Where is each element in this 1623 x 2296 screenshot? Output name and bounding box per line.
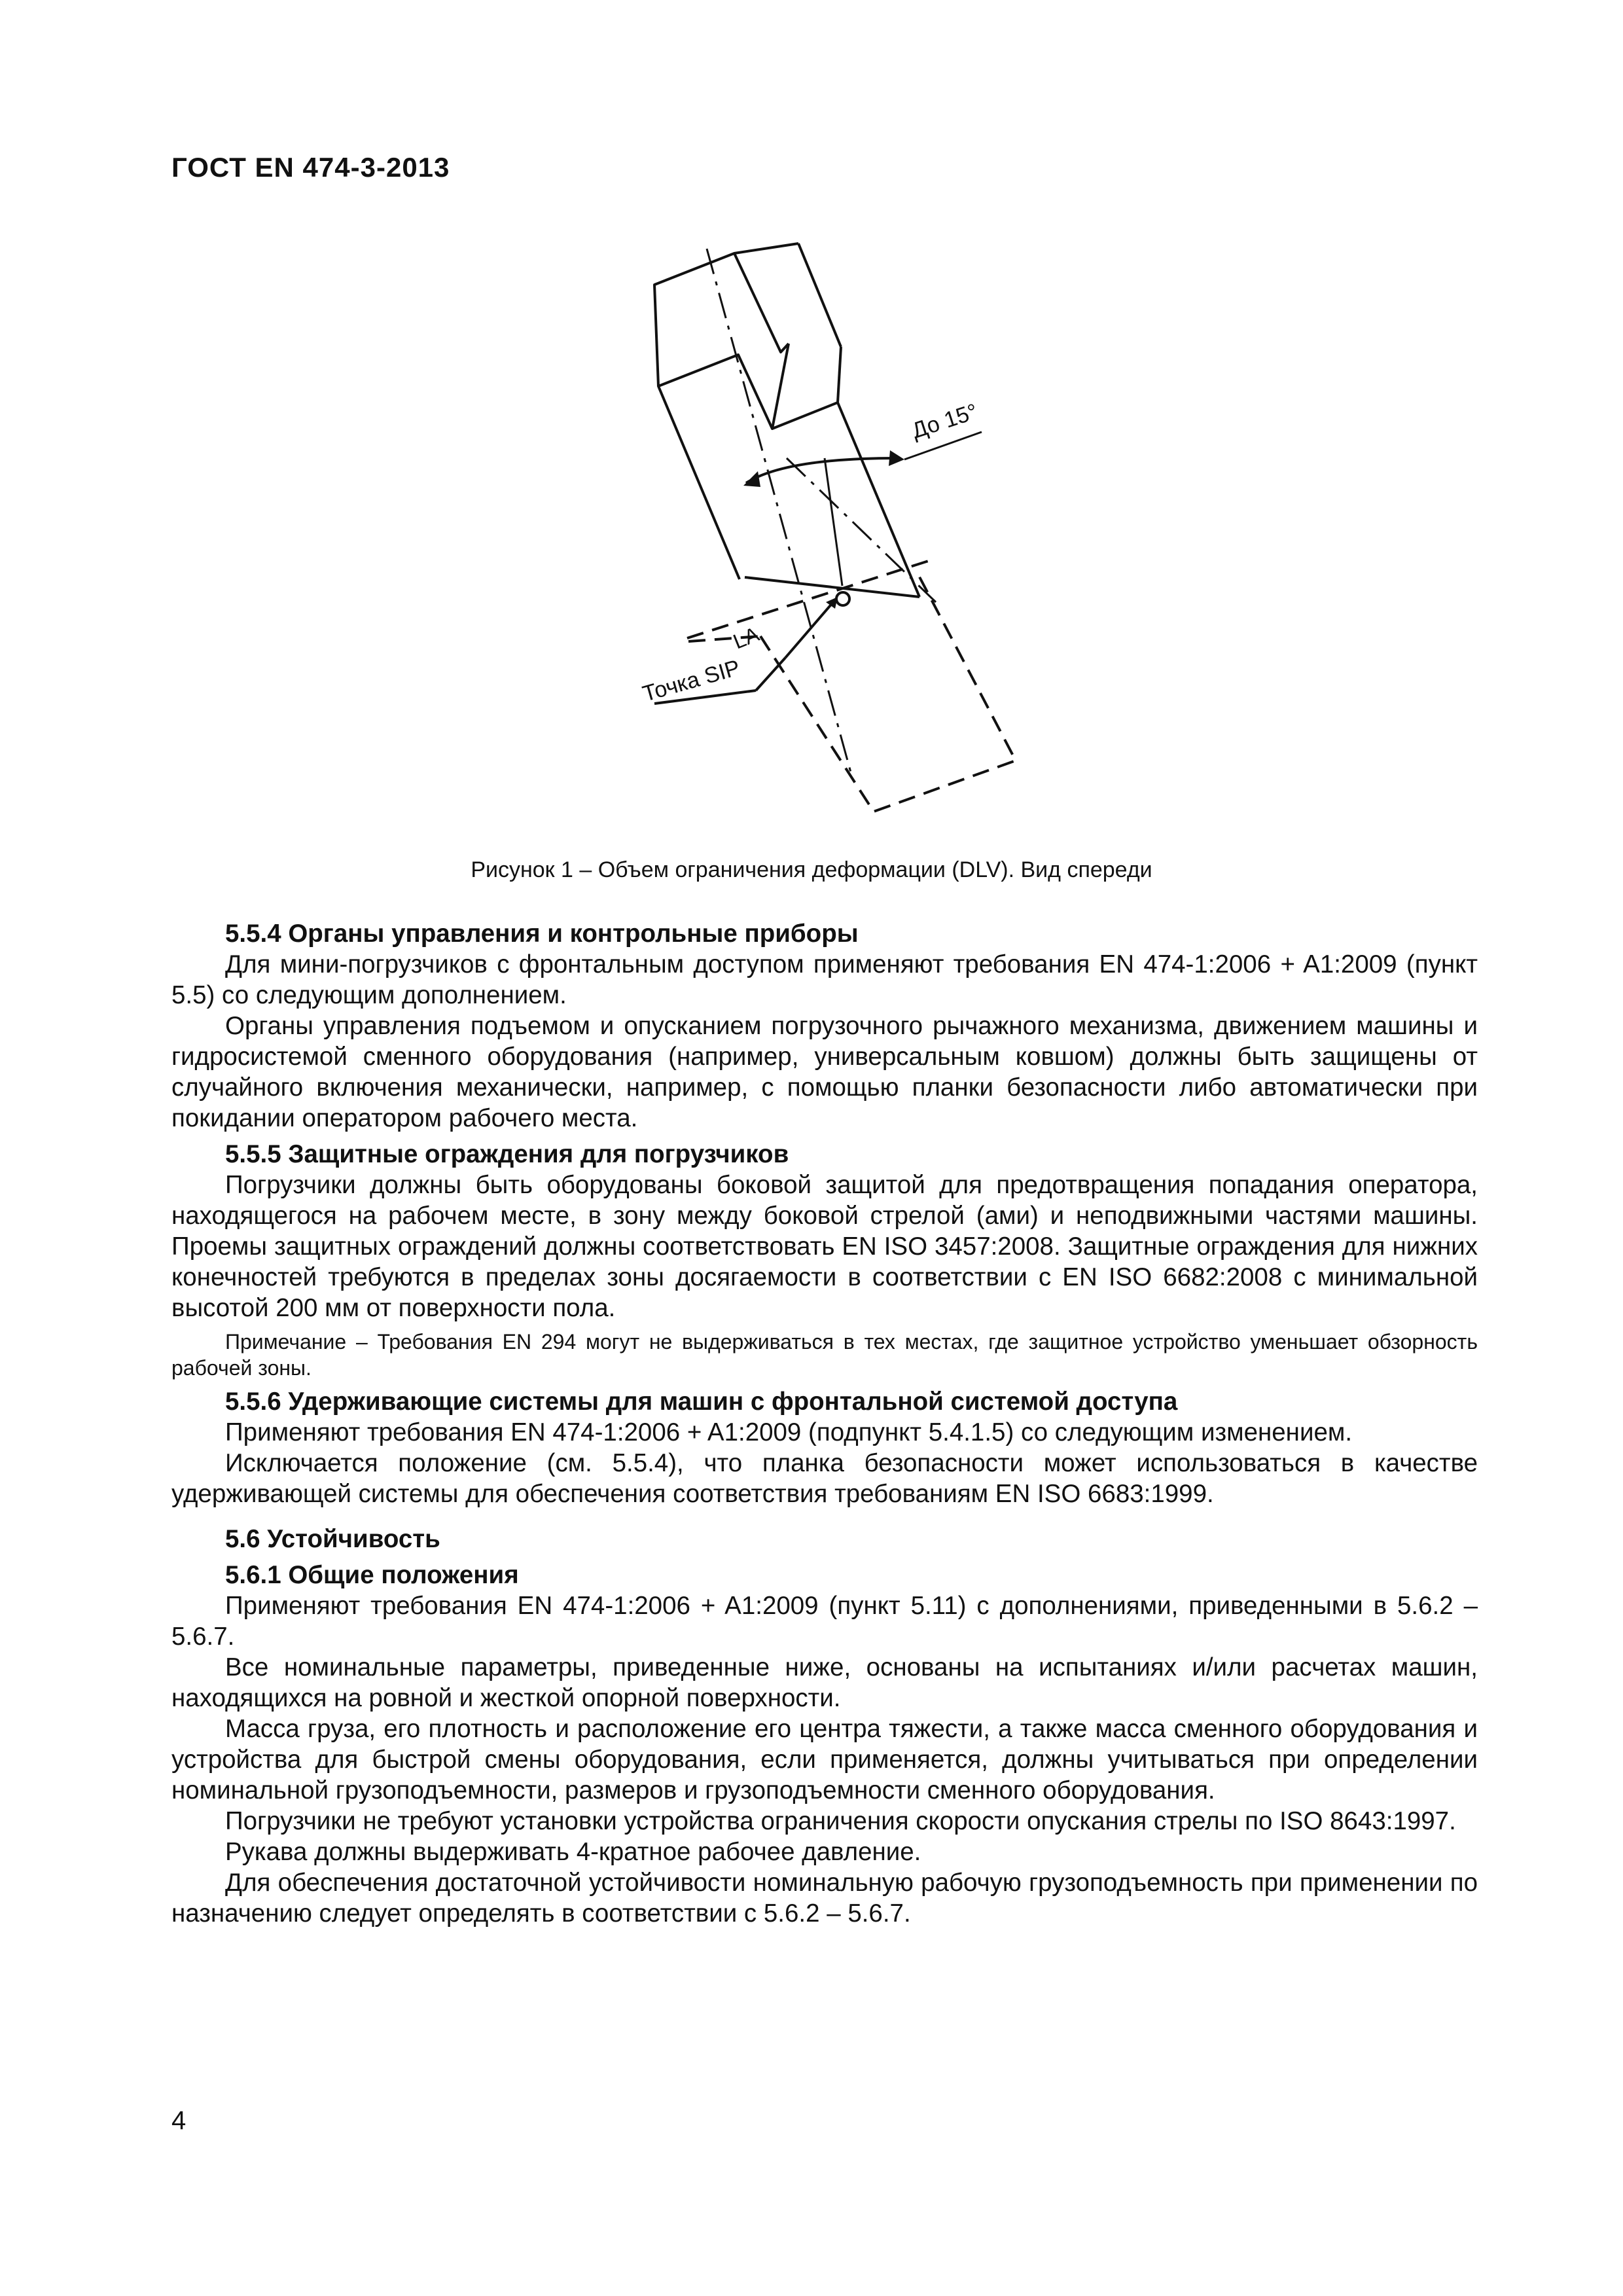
angle-label: До 15° <box>908 399 981 444</box>
document-header: ГОСТ EN 474-3-2013 <box>171 152 450 183</box>
section-heading-5-5-5: 5.5.5 Защитные ограждения для погрузчиков <box>225 1140 789 1168</box>
document-body <box>171 913 1478 1929</box>
figure-caption: Рисунок 1 – Объем ограничения деформации (DLV). Вид спереди <box>471 857 1152 882</box>
paragraph: Погрузчики должны быть оборудованы боковой защитой для предотвращения попадания оператора, находящегося на рабочем месте, в зону между боковой стрелой (ами) и неподвижными частями машины. Проемы защитных ограждений должны соответствовать EN ISO 3457:2008. Защитные ограждения для нижних конечностей требуются в пределах зоны досягаемости в соответствии с EN ISO 6682:2008 с минимальной высотой 200 мм от поверхности пола. <box>171 1171 1478 1322</box>
section-heading-5-6: 5.6 Устойчивость <box>225 1525 440 1553</box>
dlv-head-outline <box>654 253 789 386</box>
figure-dlv-front-view <box>589 236 1060 838</box>
section-heading-5-5-6: 5.5.6 Удерживающие системы для машин с фронтальной системой доступа <box>225 1388 1178 1416</box>
dlv-body-outline <box>658 355 919 597</box>
sip-label: Точка SIP <box>639 655 743 707</box>
sip-point <box>836 592 849 605</box>
paragraph: Применяют требования EN 474-1:2006 + A1:2009 (подпункт 5.4.1.5) со следующим изменением. <box>225 1418 1353 1446</box>
paragraph: Погрузчики не требуют установки устройства ограничения скорости опускания стрелы по ISO 8643:1997. <box>225 1807 1456 1835</box>
la-label: LA <box>730 622 762 654</box>
dlv-diagram <box>589 236 1060 838</box>
paragraph: Исключается положение (см. 5.5.4), что планка безопасности может использоваться в качестве удерживающей системы для обеспечения соответствия требованиям EN ISO 6683:1999. <box>171 1449 1478 1508</box>
section-heading-5-6-1: 5.6.1 Общие положения <box>225 1561 519 1589</box>
paragraph: Для обеспечения достаточной устойчивости номинальную рабочую грузоподъемность при применении по назначению следует определять в соответствии с 5.6.2 – 5.6.7. <box>171 1869 1478 1928</box>
paragraph: Масса груза, его плотность и расположение его центра тяжести, а также масса сменного оборудования и устройства для быстрой смены оборудования, если применяется, должны учитываться при определении номинальной грузоподъемности, размеров и грузоподъемности сменного оборудования. <box>171 1715 1478 1804</box>
paragraph: Все номинальные параметры, приведенные ниже, основаны на испытаниях и/или расчетах машин, находящихся на ровной и жесткой опорной поверхности. <box>171 1653 1478 1712</box>
paragraph: Органы управления подъемом и опусканием погрузочного рычажного механизма, движением машины и гидросистемой сменного оборудования (например, универсальным ковшом) должны быть защищены от случайного включения механически, например, с помощью планки безопасности либо автоматически при покидании оператором рабочего места. <box>171 1012 1478 1132</box>
paragraph: Применяют требования EN 474-1:2006 + A1:2009 (пункт 5.11) с дополнениями, приведенными в 5.6.2 – 5.6.7. <box>171 1592 1478 1651</box>
dlv-top-line <box>745 577 919 597</box>
section-heading-5-5-4: 5.5.4 Органы управления и контрольные приборы <box>225 920 859 948</box>
paragraph: Для мини-погрузчиков с фронтальным доступом применяют требования EN 474-1:2006 + A1:2009 (пункт 5.5) со следующим дополнением. <box>171 950 1478 1009</box>
paragraph: Рукава должны выдерживать 4-кратное рабочее давление. <box>225 1838 921 1866</box>
dlv-dashed-box <box>760 571 1016 812</box>
note: Примечание – Требования EN 294 могут не выдерживаться в тех местах, где защитное устройство уменьшает обзорность рабочей зоны. <box>171 1330 1478 1380</box>
page-number: 4 <box>171 2106 187 2135</box>
